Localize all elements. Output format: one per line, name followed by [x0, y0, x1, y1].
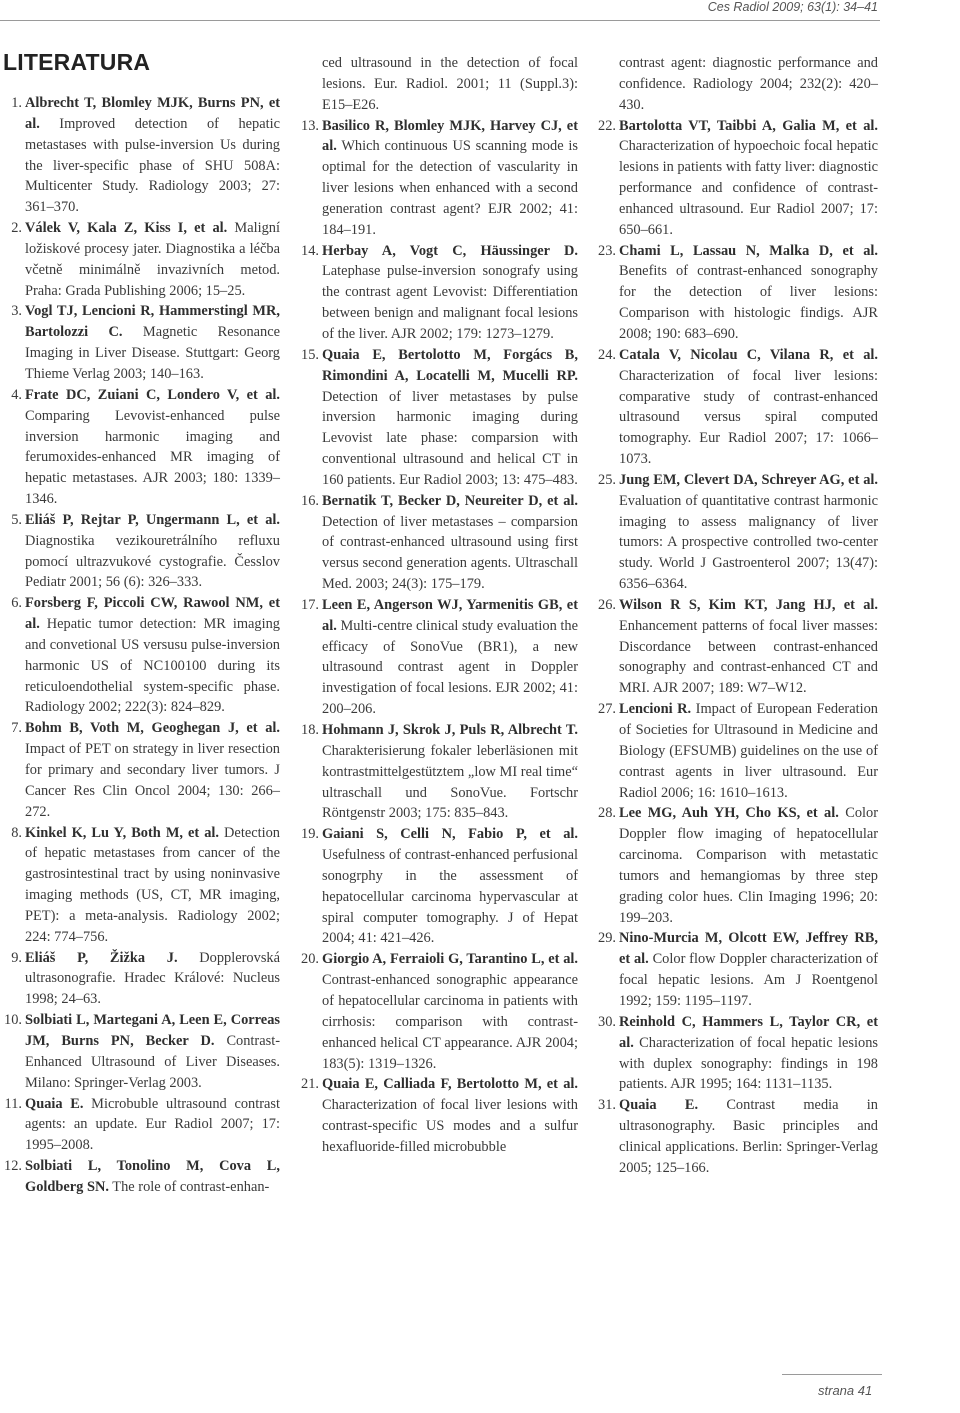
reference-text: Magnetic Resonance Imaging in Liver Disease. Stuttgart: Georg Thieme Verlag 2003; 140–163. [25, 324, 280, 382]
reference-text: Evaluation of quantitative contrast harmonic imaging to assess malignancy of liver tumors: A prospective controlled two-center study. World J Gastroenterol 2007; 13(47): 6356–6364. [619, 492, 878, 593]
reference-authors: Válek V, Kala Z, Kiss I, et al. [25, 220, 228, 237]
reference-text: Characterization of focal hepatic lesions with duplex sonography: findings in 198 patients. AJR 1995; 164: 1131–1135. [619, 1034, 878, 1093]
reference-item [5, 1094, 280, 1157]
reference-text: Impact of PET on strategy in liver resection for primary and secondary liver tumors. J Cancer Res Clin Oncol 2004; 130: 266–272. [25, 741, 280, 820]
reference-number: 2. [11, 220, 22, 237]
header-rule [0, 20, 880, 21]
reference-item [5, 718, 280, 822]
reference-text: Contrast-enhanced sonographic appearance of hepatocellular carcinoma in patients with cirrhosis: comparison with contrast-enhanced helical CT appearance. AJR 2004; 183(5): 1319–1326. [322, 972, 578, 1072]
reference-authors: Eliáš P, Žižka J. [25, 949, 178, 966]
reference-text: Impact of European Federation of Societies for Ultrasound in Medicine and Biology (EFSUMB) guidelines on the use of contrast agents in liver ultrasound. Eur Radiol 2006; 16: 1610–1613. [619, 701, 878, 801]
reference-text: Color Doppler flow imaging of hepatocellular carcinoma. Comparison with metastatic tumors and hemangiomas by three step grading color hues. Clin Imaging 1996; 20: 199–203. [619, 805, 878, 926]
reference-number: 7. [11, 720, 22, 737]
reference-text: Detection of hepatic metastases from cancer of the gastrosintestinal tract by using noninvasive imaging methods (US, CT, MR imaging, PET): a meta-analysis. Radiology 2002; 224: 774–756. [25, 824, 280, 945]
reference-item [599, 803, 878, 928]
reference-text: Microbuble ultrasound contrast agents: an update. Eur Radiol 2007; 17: 1995–2008. [25, 1095, 280, 1154]
reference-number: 30. [598, 1013, 616, 1030]
reference-item [5, 301, 280, 384]
reference-authors: Solbiati L, Tonolino M, Cova L, Goldberg SN. [25, 1158, 280, 1195]
references-column-1 [5, 93, 280, 1198]
reference-item [302, 1074, 578, 1157]
reference-number: 6. [11, 595, 22, 612]
reference-item [302, 345, 578, 491]
reference-number: 15. [301, 346, 319, 363]
reference-authors: Solbiati L, Martegani A, Leen E, Correas JM, Burns PN, Becker D. [25, 1012, 280, 1049]
reference-number: 19. [301, 826, 319, 843]
reference-authors: Giorgio A, Ferraioli G, Tarantino L, et al. [322, 951, 578, 968]
reference-text: Detection of liver metastases by pulse inversion harmonic imaging during Levovist late phase: comparsion with conventional ultrasound and helical CT in 160 patients. Eur Radiol 2003; 13: 475–483. [322, 388, 578, 488]
reference-number: 27. [598, 701, 616, 718]
reference-number: 21. [301, 1076, 319, 1093]
reference-authors: Quaia E, Calliada F, Bertolotto M, et al. [322, 1076, 578, 1093]
reference-authors: Quaia E. [619, 1097, 699, 1114]
reference-item [5, 593, 280, 718]
reference-number: 10. [4, 1012, 22, 1029]
reference-number: 9. [11, 949, 22, 966]
reference-number: 3. [11, 303, 22, 320]
page-number: strana 41 [818, 1383, 873, 1398]
reference-text: Latephase pulse-inversion sonografy using the contrast agent Levovist: Differentiation between benign and malignant focal lesions of the liver. AJR 2002; 179: 1273–1279. [322, 263, 578, 342]
reference-authors: Nino-Murcia M, Olcott EW, Jeffrey RB, et al. [619, 930, 878, 968]
footer-rule [782, 1374, 882, 1375]
reference-text: Enhancement patterns of focal liver masses: Discordance between contrast-enhanced sonography and contrast-enhanced CT and MRI. AJR 2007; 189: W7–W12. [619, 617, 878, 697]
reference-text: Characterization of focal liver lesions with contrast-specific US modes and a sulfur hexafluoride-filled microbubble [322, 1097, 578, 1155]
reference-item [599, 1012, 878, 1095]
reference-text: Charakterisierung fokaler leberläsionen mit kontrastmittelgestütztem „low MI real time“ ultraschall und SonoVue. Fortschr Röntgenstr 2003; 175: 835–843. [322, 742, 578, 822]
reference-item [302, 720, 578, 824]
reference-text: Characterization of hypoechoic focal hepatic lesions in patients with fatty liver: diagnostic performance and confidence of contrast-enhanced ultrasound. Eur Radiol 2007; 17: 650–661. [619, 138, 878, 238]
reference-item [599, 928, 878, 1011]
reference-item [599, 470, 878, 595]
reference-number: 23. [598, 242, 616, 259]
reference-authors: Forsberg F, Piccoli CW, Rawool NM, et al. [25, 595, 280, 633]
reference-item [599, 595, 878, 699]
reference-number: 20. [301, 951, 319, 968]
reference-authors: Hohmann J, Skrok J, Puls R, Albrecht T. [322, 722, 578, 738]
reference-number: 22. [598, 117, 616, 134]
reference-text: Improved detection of hepatic metastases with pulse-inversion Us during the liver-specific phase of SHU 508A: Multicenter Study. Radiology 2003; 27: 361–370. [25, 115, 280, 216]
reference-number: 28. [598, 805, 616, 822]
reference-number: 25. [598, 471, 616, 488]
reference-item [302, 491, 578, 595]
reference-continuation: ced ultrasound in the detection of focal lesions. Eur. Radiol. 2001; 11 (Suppl.3): E15–E26. [322, 55, 578, 113]
reference-authors: Bohm B, Voth M, Geoghegan J, et al. [25, 720, 280, 737]
reference-number: 29. [598, 930, 616, 947]
reference-item [5, 218, 280, 301]
reference-text: Which continuous US scanning mode is optimal for the detection of vascularity in liver lesions when enhanced with a second generation contrast agent? EJR 2002; 41: 184–191. [322, 138, 578, 238]
reference-list [302, 53, 578, 116]
reference-item [302, 824, 578, 949]
reference-authors: Catala V, Nicolau C, Vilana R, et al. [619, 346, 878, 363]
reference-authors: Chami L, Lassau N, Malka D, et al. [619, 242, 878, 259]
reference-list [599, 53, 878, 116]
reference-number: 5. [11, 511, 22, 528]
reference-authors: Eliáš P, Rejtar P, Ungermann L, et al. [25, 511, 280, 528]
reference-authors: Gaiani S, Celli N, Fabio P, et al. [322, 826, 578, 843]
reference-text: Characterization of focal liver lesions: comparative study of contrast-enhanced ultrasound versus spiral computed tomography. Eur Radiol 2007; 17: 1066–1073. [619, 367, 878, 468]
reference-number: 12. [4, 1158, 22, 1175]
reference-item [5, 1010, 280, 1093]
reference-text: Contrast-Enhanced Ultrasound of Liver Diseases. Milano: Springer-Verlag 2003. [25, 1032, 281, 1091]
reference-item [302, 116, 578, 241]
reference-authors: Quaia E, Bertolotto M, Forgács B, Rimondini A, Locatelli M, Mucelli RP. [322, 346, 578, 384]
reference-text: Color flow Doppler characterization of focal hepatic lesions. Am J Roentgenol 1992; 159: 1195–1197. [619, 951, 878, 1009]
reference-text: Detection of liver metastases – comparsion of contrast-enhanced ultrasound using first versus second generation agents. Ultraschall Med. 2003; 24(3): 175–179. [322, 513, 578, 593]
reference-number: 31. [598, 1097, 616, 1114]
reference-text: Maligní ložiskové procesy jater. Diagnostika a léčba včetně minimálně invazivních metod. Praha: Grada Publishing 2006; 15–25. [25, 220, 281, 299]
reference-authors: Bernatik T, Becker D, Neureiter D, et al. [322, 492, 578, 509]
reference-text: Contrast media in ultrasonography. Basic principles and clinical applications. Berlin: Springer-Verlag 2005; 125–166. [619, 1097, 878, 1176]
reference-item [599, 345, 878, 470]
reference-authors: Wilson R S, Kim KT, Jang HJ, et al. [619, 596, 878, 613]
reference-text: The role of contrast-enhan- [108, 1178, 270, 1195]
reference-item [5, 385, 280, 510]
reference-number: 14. [301, 242, 319, 259]
reference-authors: Kinkel K, Lu Y, Both M, et al. [25, 824, 220, 841]
references-column-3 [599, 53, 878, 1179]
reference-number: 4. [11, 386, 22, 403]
reference-authors: Bartolotta VT, Taibbi A, Galia M, et al. [619, 117, 878, 134]
reference-item [5, 823, 280, 948]
reference-text: Hepatic tumor detection: MR imaging and convetional US versusu pulse-inversion harmonic US of NC100100 during its reticuloendothelial system-specific phase. Radiology 2002; 222(3): 824–829. [25, 616, 280, 716]
reference-item [5, 93, 280, 218]
reference-text: Usefulness of contrast-enhanced perfusional sonogrphy in the assessment of hepatocellular carcinoma hypervascular at spiral computer tomography. J of Hepat 2004; 41: 421–426. [322, 847, 578, 947]
reference-number: 16. [301, 492, 319, 509]
reference-authors: Reinhold C, Hammers L, Taylor CR, et al. [619, 1013, 878, 1051]
reference-number: 13. [301, 117, 319, 134]
reference-authors: Basilico R, Blomley MJK, Harvey CJ, et al. [322, 117, 578, 155]
reference-number: 18. [301, 722, 319, 738]
reference-authors: Albrecht T, Blomley MJK, Burns PN, et al. [25, 95, 280, 132]
reference-authors: Vogl TJ, Lencioni R, Hammerstingl MR, Bartolozzi C. [25, 303, 280, 341]
reference-item [5, 948, 280, 1011]
reference-item [599, 241, 878, 345]
reference-number: 17. [301, 596, 319, 613]
reference-number: 11. [4, 1095, 22, 1112]
reference-item [599, 116, 878, 241]
reference-item [5, 1156, 280, 1198]
journal-citation-header: Ces Radiol 2009; 63(1): 34–41 [707, 0, 878, 14]
reference-authors: Quaia E. [25, 1095, 84, 1112]
reference-list [302, 116, 578, 1158]
reference-list [599, 116, 878, 1179]
reference-item [599, 699, 878, 803]
section-title: LITERATURA [3, 49, 151, 75]
reference-item [302, 595, 578, 720]
reference-authors: Lee MG, Auh YH, Cho KS, et al. [619, 805, 839, 822]
reference-list [5, 93, 280, 1198]
reference-text: Dopplerovská ultrasonografie. Hradec Králové: Nucleus 1998; 24–63. [25, 949, 280, 1008]
references-column-2 [302, 53, 578, 1158]
reference-continuation: contrast agent: diagnostic performance and confidence. Radiology 2004; 232(2): 420–430. [619, 55, 878, 113]
reference-item [302, 241, 578, 345]
reference-authors: Lencioni R. [619, 701, 692, 718]
reference-authors: Herbay A, Vogt C, Häussinger D. [322, 242, 578, 259]
reference-number: 26. [598, 596, 616, 613]
reference-number: 8. [11, 824, 22, 841]
reference-authors: Jung EM, Clevert DA, Schreyer AG, et al. [619, 471, 878, 488]
reference-item [302, 949, 578, 1074]
reference-number: 24. [598, 346, 616, 363]
reference-text: Comparing Levovist-enhanced pulse inversion harmonic imaging and ferumoxides-enhanced MR imaging of hepatic metastases. AJR 2003; 180: 1339–1346. [25, 407, 280, 508]
reference-item [5, 510, 280, 593]
reference-item [599, 1095, 878, 1178]
reference-text: Benefits of contrast-enhanced sonography for the detection of liver lesions: Comparison with histologic findigs. AJR 2008; 190: 683–690. [619, 263, 878, 342]
reference-authors: Frate DC, Zuiani C, Londero V, et al. [25, 386, 280, 403]
reference-text: Diagnostika vezikouretrálního refluxu pomocí ultrazvukové cystografie. Česslov Pediatr 2001; 56 (6): 326–333. [25, 532, 280, 591]
reference-text: Multi-centre clinical study evaluation the efficacy of SonoVue (BR1), a new ultrasound contrast agent in Doppler investigation of focal lesions. EJR 2002; 41: 200–206. [322, 617, 578, 718]
reference-authors: Leen E, Angerson WJ, Yarmenitis GB, et al. [322, 596, 578, 634]
reference-number: 1. [11, 95, 22, 111]
